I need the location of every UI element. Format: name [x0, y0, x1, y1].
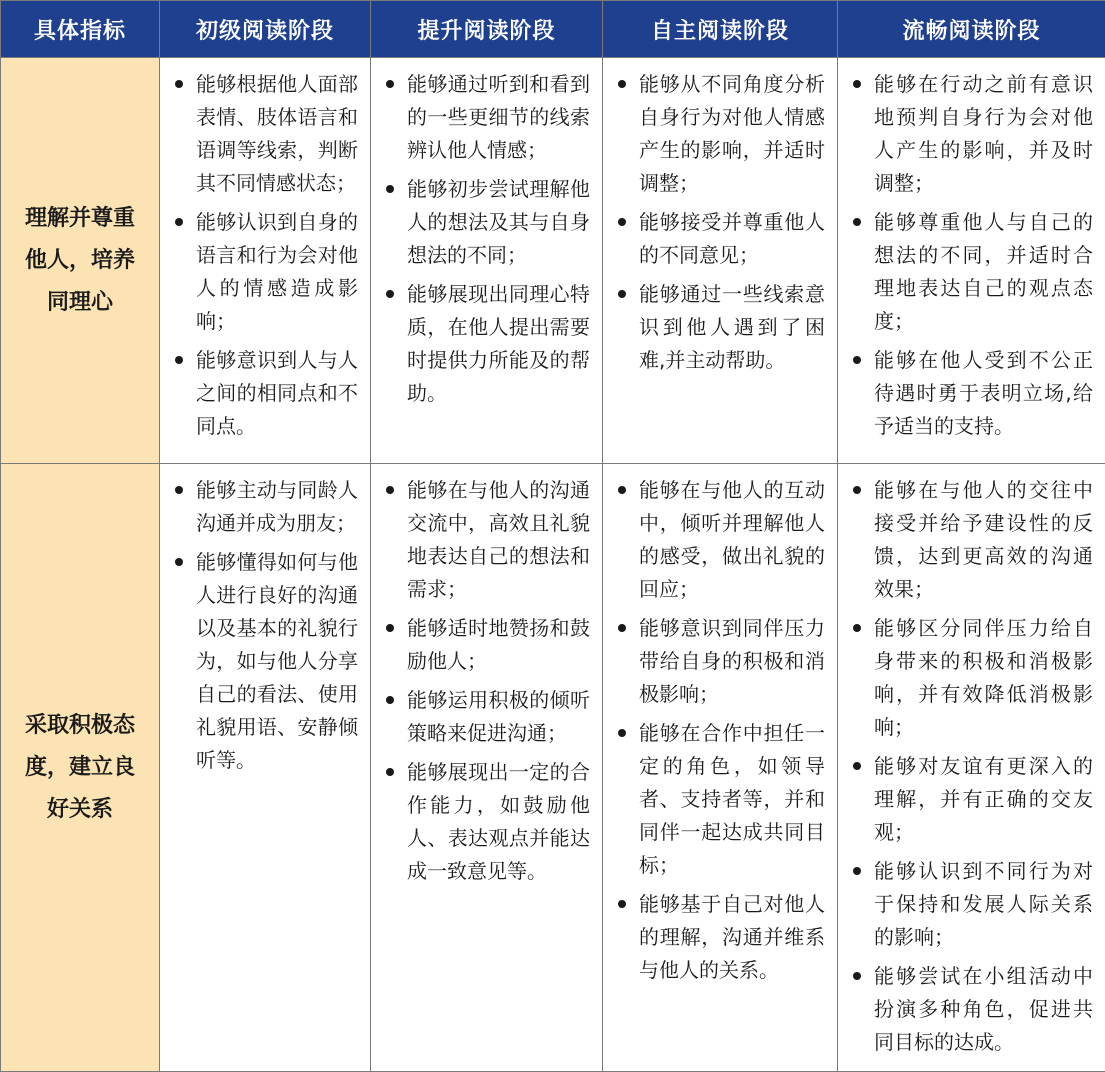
bullet-list — [170, 68, 358, 443]
list-item-text: 能够对友谊有更深入的理解，并有正确的交友观； — [874, 754, 1093, 844]
list-item — [848, 960, 1093, 1059]
bullet-icon — [386, 80, 394, 88]
list-item-text: 能够尊重他人与自己的想法的不同，并适时合理地表达自己的观点态度； — [874, 210, 1093, 333]
bullet-icon — [853, 486, 861, 494]
list-item — [613, 474, 825, 606]
list-item — [613, 278, 825, 377]
stage-cell — [838, 464, 1105, 1072]
list-item — [381, 612, 590, 678]
header-stage-improving: 提升阅读阶段 — [371, 1, 603, 58]
stage-cell — [838, 58, 1105, 464]
list-item-text: 能够意识到人与人之间的相同点和不同点。 — [196, 348, 358, 438]
list-item-text: 能够区分同伴压力给自身带来的积极和消极影响，并有效降低消极影响； — [874, 616, 1093, 739]
bullet-icon — [386, 696, 394, 704]
stage-cell — [160, 58, 371, 464]
bullet-icon — [175, 486, 183, 494]
list-item-text: 能够运用积极的倾听策略来促进沟通； — [407, 688, 590, 745]
list-item-text: 能够认识到自身的语言和行为会对他人的情感造成影响； — [196, 210, 358, 333]
stage-cell — [160, 464, 371, 1072]
bullet-icon — [853, 218, 861, 226]
bullet-list — [170, 474, 358, 777]
list-item — [170, 344, 358, 443]
list-item — [613, 888, 825, 987]
list-item-text: 能够在与他人的交往中接受并给予建设性的反馈，达到更高效的沟通效果； — [874, 478, 1093, 601]
bullet-icon — [618, 486, 626, 494]
list-item — [848, 68, 1093, 200]
table-row — [1, 58, 1105, 464]
header-stage-beginner: 初级阅读阶段 — [160, 1, 371, 58]
row-indicator: 理解并尊重他人，培养同理心 — [1, 58, 160, 464]
bullet-icon — [618, 624, 626, 632]
list-item — [848, 855, 1093, 954]
bullet-icon — [175, 80, 183, 88]
row-indicator: 采取积极态度，建立良好关系 — [1, 464, 160, 1072]
list-item-text: 能够在行动之前有意识地预判自身行为会对他人产生的影响，并及时调整； — [874, 72, 1093, 195]
bullet-icon — [618, 218, 626, 226]
list-item-text: 能够初步尝试理解他人的想法及其与自身想法的不同； — [407, 177, 590, 267]
bullet-icon — [386, 290, 394, 298]
stage-cell — [603, 58, 838, 464]
list-item — [170, 546, 358, 777]
bullet-icon — [853, 972, 861, 980]
bullet-icon — [618, 900, 626, 908]
list-item-text: 能够在合作中担任一定的角色，如领导者、支持者等，并和同伴一起达成共同目标； — [639, 721, 825, 877]
list-item-text: 能够意识到同伴压力带给自身的积极和消极影响； — [639, 616, 825, 706]
list-item — [613, 717, 825, 882]
bullet-icon — [175, 218, 183, 226]
list-item-text: 能够基于自己对他人的理解，沟通并维系与他人的关系。 — [639, 892, 825, 982]
list-item — [848, 612, 1093, 744]
bullet-list — [381, 474, 590, 888]
bullet-list — [848, 474, 1093, 1059]
bullet-icon — [853, 762, 861, 770]
list-item — [381, 173, 590, 272]
bullet-icon — [175, 558, 183, 566]
bullet-list — [613, 474, 825, 987]
bullet-icon — [386, 768, 394, 776]
bullet-icon — [386, 486, 394, 494]
list-item-text: 能够认识到不同行为对于保持和发展人际关系的影响； — [874, 859, 1093, 949]
header-stage-independent: 自主阅读阶段 — [603, 1, 838, 58]
stage-cell — [371, 58, 603, 464]
bullet-icon — [853, 867, 861, 875]
bullet-list — [381, 68, 590, 410]
list-item — [170, 68, 358, 200]
list-item-text: 能够通过一些线索意识到他人遇到了困难,并主动帮助。 — [639, 282, 825, 372]
list-item — [848, 206, 1093, 338]
list-item — [170, 474, 358, 540]
header-stage-fluent: 流畅阅读阶段 — [838, 1, 1105, 58]
header-indicator: 具体指标 — [1, 1, 160, 58]
list-item-text: 能够展现出同理心特质，在他人提出需要时提供力所能及的帮助。 — [407, 282, 590, 405]
list-item-text: 能够在与他人的互动中，倾听并理解他人的感受，做出礼貌的回应； — [639, 478, 825, 601]
list-item-text: 能够尝试在小组活动中扮演多种角色，促进共同目标的达成。 — [874, 964, 1093, 1054]
table-row — [1, 464, 1105, 1072]
header-row — [1, 1, 1105, 58]
list-item — [613, 612, 825, 711]
list-item-text: 能够适时地赞扬和鼓励他人； — [407, 616, 590, 673]
stage-cell — [371, 464, 603, 1072]
list-item — [381, 756, 590, 888]
list-item — [381, 278, 590, 410]
bullet-icon — [853, 624, 861, 632]
list-item-text: 能够展现出一定的合作能力，如鼓励他人、表达观点并能达成一致意见等。 — [407, 760, 590, 883]
list-item-text: 能够通过听到和看到的一些更细节的线索辨认他人情感； — [407, 72, 590, 162]
bullet-icon — [618, 80, 626, 88]
list-item-text: 能够接受并尊重他人的不同意见； — [639, 210, 825, 267]
list-item — [848, 474, 1093, 606]
bullet-icon — [386, 624, 394, 632]
list-item-text: 能够根据他人面部表情、肢体语言和语调等线索，判断其不同情感状态； — [196, 72, 358, 195]
bullet-icon — [386, 185, 394, 193]
list-item — [381, 474, 590, 606]
bullet-icon — [618, 729, 626, 737]
bullet-list — [613, 68, 825, 377]
list-item — [613, 206, 825, 272]
list-item-text: 能够主动与同龄人沟通并成为朋友； — [196, 478, 358, 535]
list-item-text: 能够在他人受到不公正待遇时勇于表明立场,给予适当的支持。 — [874, 348, 1093, 438]
list-item — [170, 206, 358, 338]
list-item-text: 能够在与他人的沟通交流中，高效且礼貌地表达自己的想法和需求； — [407, 478, 590, 601]
list-item — [381, 684, 590, 750]
stage-cell — [603, 464, 838, 1072]
bullet-list — [848, 68, 1093, 443]
list-item — [848, 344, 1093, 443]
list-item — [848, 750, 1093, 849]
bullet-icon — [853, 80, 861, 88]
list-item-text: 能够从不同角度分析自身行为对他人情感产生的影响，并适时调整； — [639, 72, 825, 195]
bullet-icon — [618, 290, 626, 298]
bullet-icon — [853, 356, 861, 364]
list-item-text: 能够懂得如何与他人进行良好的沟通以及基本的礼貌行为，如与他人分享自己的看法、使用礼貌用语、安静倾听等。 — [196, 550, 358, 772]
list-item — [613, 68, 825, 200]
list-item — [381, 68, 590, 167]
bullet-icon — [175, 356, 183, 364]
